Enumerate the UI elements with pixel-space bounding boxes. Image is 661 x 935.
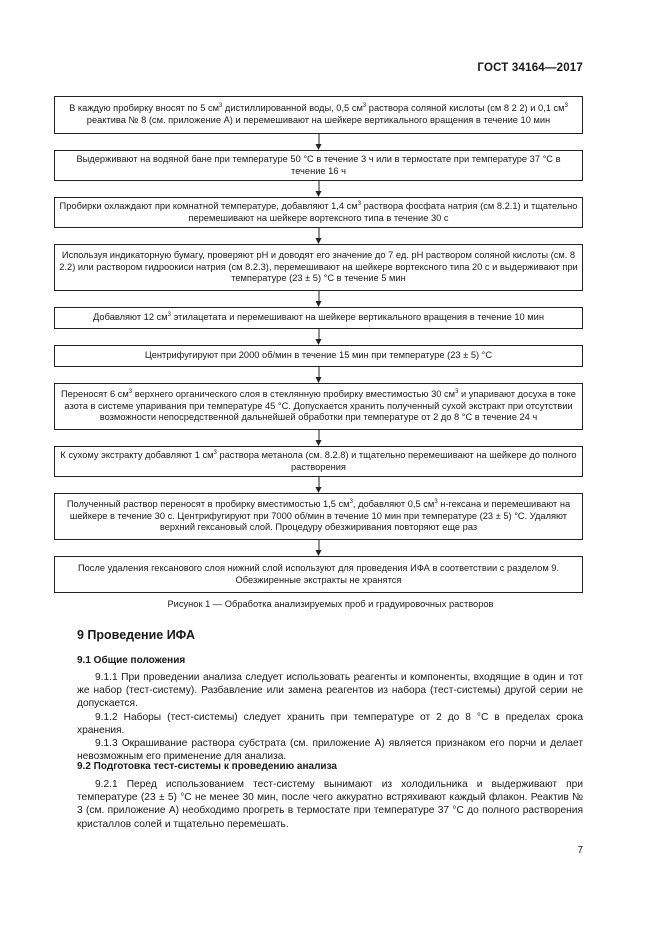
flow-step-text: Полученный раствор переносят в пробирку вместимостью 1,5 $см^3$, добавляют 0,5 $см^3$ н-гексана и перемешивают на шейкере в течение 30 с. Центрифугируют при 7000 об/мин в течение 10 мин при температуре (23 ± 5) °С. Удаляют верхний гексановый слой. Процедуру обезжиривания повторяют еще раз (66, 499, 571, 533)
flow-step-4 (54, 244, 583, 291)
flow-step-7 (54, 383, 583, 430)
flow-step-10 (54, 556, 583, 593)
subsection-title: 9.2 Подготовка тест-системы к проведению анализа (77, 761, 337, 772)
flow-step-5 (54, 307, 583, 329)
flow-step-text: В каждую пробирку вносят по 5 $см^3$ дистиллированной воды, 0,5 $см^3$ раствора соляной кислоты (см 8 2 2) и 0,1 $см^3$ реактива № 8 (см. приложение А) и перемешивают на шейкере вертикального вращения в течение 10 мин (69, 103, 568, 125)
flow-step-text: Переносят 6 $см^3$ верхнего органического слоя в стеклянную пробирку вместимостью 30 $см^3$ и упаривают досуха в токе азота в системе упаривания при температуре 45 °С. Допускается хранить полученный сухой экстракт при отсутствии возможности непосредственной дальнейшей обработки при температуре от 2 до 8 °С в течение 24 ч (61, 389, 576, 423)
flow-arrow (54, 329, 583, 345)
flowchart (54, 96, 583, 593)
flow-step-2 (54, 150, 583, 181)
paragraph: 9.1.2 Наборы (тест-системы) следует хранить при температуре от 2 до 8 °С в пределах срока хранения. (77, 711, 583, 736)
flow-step-6 (54, 345, 583, 367)
subsection-body (77, 671, 583, 763)
flow-arrow (54, 134, 583, 150)
subsection-body (77, 778, 583, 831)
flow-arrow (54, 181, 583, 197)
section-title: 9 Проведение ИФА (77, 628, 196, 642)
subsection-title: 9.1 Общие положения (77, 655, 186, 666)
paragraph: 9.2.1 Перед использованием тест-систему вынимают из холодильника и выдерживают при температуре (23 ± 5) °С не менее 30 мин, после чего аккуратно встряхивают каждый флакон. Реактив № 3 (см. приложение А) необходимо прогреть в термостате при температуре 37 °С до полного растворения кристаллов солей и тщательно перемешать. (77, 779, 583, 830)
flow-step-text: Пробирки охлаждают при комнатной температуре, добавляют 1,4 $см^3$ раствора фосфата натрия (см 8.2.1) и тщательно перемешивают на шейкере вортексного типа в течение 30 с (59, 200, 578, 223)
flow-step-text: После удаления гексанового слоя нижний слой используют для проведения ИФА в соответствии с разделом 9. Обезжиренные экстракты не хранятся (77, 562, 560, 585)
flow-arrow (54, 367, 583, 383)
flow-step-3 (54, 197, 583, 228)
flow-arrow (54, 228, 583, 244)
flow-step-text: Центрифугируют при 2000 об/мин в течение 15 мин при температуре (23 ± 5) °С (144, 350, 493, 361)
flow-step-text: Выдерживают на водяной бане при температуре 50 °С в течение 3 ч или в термостате при температуре 37 °С в течение 16 ч (76, 153, 561, 176)
page-number: 7 (577, 845, 583, 856)
standard-header: ГОСТ 34164—2017 (477, 62, 583, 74)
paragraph: 9.1.1 При проведении анализа следует использовать реагенты и компоненты, входящие в один и тот же набор (тест-систему). Разбавление или замена реагентов из набора (тест-системы) другой серии не допускается. (77, 672, 583, 710)
flow-step-1 (54, 96, 583, 134)
flow-step-text: К сухому экстракту добавляют 1 $см^3$ раствора метанола (см. 8.2.8) и тщательно перемешивают на шейкере до полного растворения (60, 449, 577, 472)
figure-caption: Рисунок 1 — Обработка анализируемых проб и градуировочных растворов (167, 599, 494, 609)
flow-step-9 (54, 493, 583, 540)
flow-arrow (54, 540, 583, 556)
flow-arrow (54, 477, 583, 493)
flow-arrow (54, 291, 583, 307)
paragraph: 9.1.3 Окрашивание раствора субстрата (см. приложение А) является признаком его порчи и делает невозможным его применение для анализа. (77, 738, 583, 763)
flow-step-text: Добавляют 12 $см^3$ этилацетата и перемешивают на шейкере вертикального вращения в течение 10 мин (93, 312, 544, 323)
flow-step-text: Используя индикаторную бумагу, проверяют рН и доводят его значение до 7 ед. рН раствором соляной кислоты (см. 8 2.2) или раствором гидроокиси натрия (см 8.2.3), перемешивают на шейкере вортексного типа 20 с и выдерживают при температуре (23 ± 5) °С в течение 5 мин (59, 250, 578, 284)
flow-step-8 (54, 446, 583, 477)
flow-arrow (54, 430, 583, 446)
